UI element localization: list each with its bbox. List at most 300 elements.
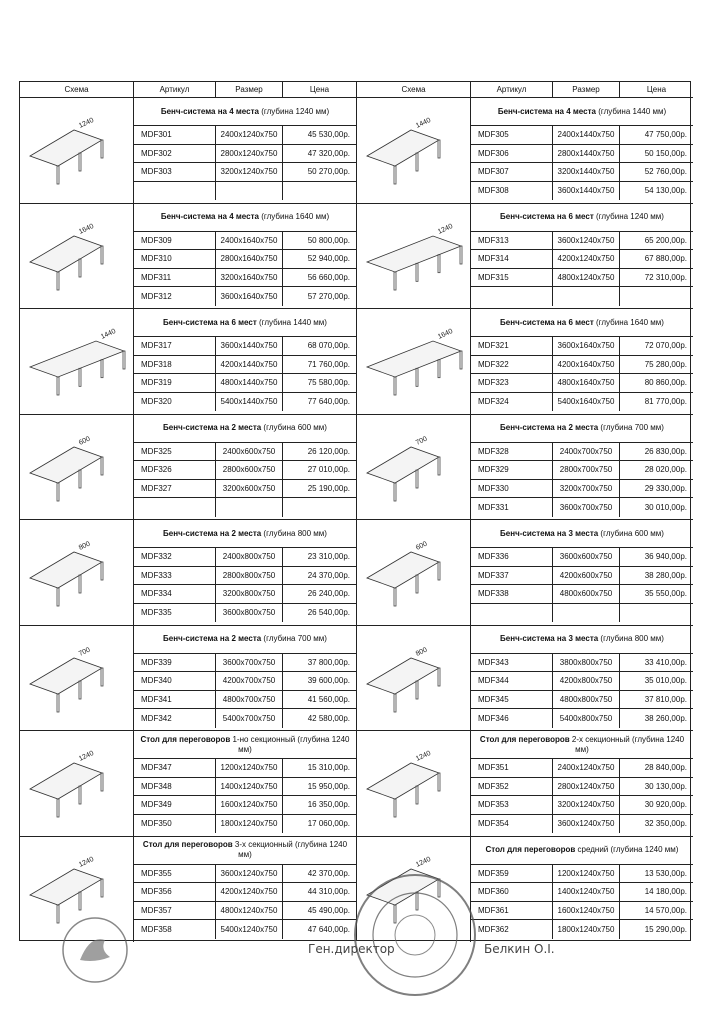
article-cell: MDF361 (471, 902, 553, 920)
price-cell: 50 270,00р. (307, 167, 350, 177)
schema-drawing (357, 520, 471, 625)
group-title (471, 520, 693, 548)
dimension-label: 1440 (414, 116, 432, 130)
desk-leg-shape (394, 694, 396, 712)
group-title-rest: (глубина 800 мм) (598, 634, 664, 643)
article-cell (134, 182, 216, 201)
price-cell: 30 920,00р. (644, 800, 687, 810)
article-cell: MDF360 (471, 883, 553, 901)
article-cell: MDF319 (134, 374, 216, 392)
desk-diagram-icon (24, 317, 128, 407)
table-row (134, 902, 356, 921)
table-row (471, 567, 693, 586)
group-title-rest: (глубина 1440 мм) (595, 106, 667, 116)
dimension-label: 1240 (77, 855, 95, 869)
size-cell: 1600x1240x750 (216, 796, 283, 814)
article-cell: MDF331 (471, 498, 553, 517)
desk-leg-shape (416, 470, 418, 488)
size-cell: 1400x1240x750 (216, 778, 283, 796)
article-cell: MDF325 (134, 443, 216, 461)
product-table (134, 204, 356, 309)
product-group (357, 309, 693, 415)
table-row (134, 337, 356, 356)
table-row (134, 654, 356, 673)
product-group (20, 626, 356, 732)
table-row (471, 182, 693, 201)
desk-diagram-icon (361, 528, 465, 618)
article-cell: MDF358 (134, 920, 216, 939)
desk-leg-shape (101, 140, 103, 158)
price-cell: 17 060,00р. (307, 819, 350, 829)
price-cell: 26 540,00р. (307, 608, 350, 618)
table-row (471, 902, 693, 921)
table-row (471, 374, 693, 393)
desk-leg-shape (123, 351, 125, 369)
table-row (471, 269, 693, 288)
schema-drawing (357, 204, 471, 309)
table-row (471, 759, 693, 778)
article-cell: MDF308 (471, 182, 553, 201)
bird-logo-icon (60, 915, 130, 985)
article-cell: MDF347 (134, 759, 216, 777)
group-title-bold: Бенч-система на 3 места (500, 634, 599, 643)
size-cell: 1800x1240x750 (553, 920, 620, 939)
product-table (134, 731, 356, 836)
article-cell: MDF323 (471, 374, 553, 392)
group-title (134, 731, 356, 759)
table-row (134, 356, 356, 375)
desk-leg-shape (460, 351, 462, 369)
size-cell: 1200x1240x750 (216, 759, 283, 777)
article-cell: MDF320 (134, 393, 216, 412)
desk-leg-shape (79, 153, 81, 171)
table-header (357, 82, 693, 98)
article-cell: MDF329 (471, 461, 553, 479)
price-cell: 45 490,00р. (307, 905, 350, 915)
group-title-bold: Бенч-система на 6 мест (163, 317, 257, 327)
price-cell: 38 280,00р. (644, 570, 687, 580)
desk-top-shape (367, 658, 439, 694)
size-cell: 4200x800x750 (553, 672, 620, 690)
group-title-rest: (глубина 1640 мм) (593, 317, 664, 327)
table-row (134, 480, 356, 499)
desk-leg-shape (101, 879, 103, 897)
price-cell: 29 330,00р. (644, 483, 687, 493)
schema-drawing (357, 731, 471, 836)
article-cell: MDF343 (471, 654, 553, 672)
header-size: Размер (216, 82, 283, 97)
size-cell: 4800x600x750 (553, 585, 620, 603)
desk-top-shape (30, 658, 102, 694)
size-cell: 2400x600x750 (216, 443, 283, 461)
size-cell: 3200x1240x750 (216, 163, 283, 181)
schema-drawing (20, 626, 134, 731)
size-cell: 2800x1640x750 (216, 250, 283, 268)
size-cell: 4200x1240x750 (216, 883, 283, 901)
product-table (471, 204, 693, 309)
size-cell: 2400x1240x750 (216, 126, 283, 144)
size-cell: 4800x1240x750 (553, 269, 620, 287)
price-cell: 39 600,00р. (307, 676, 350, 686)
table-row (471, 865, 693, 884)
price-cell: 36 940,00р. (644, 552, 687, 562)
product-group (357, 520, 693, 626)
size-cell (553, 287, 620, 306)
table-row (471, 250, 693, 269)
table-row (471, 337, 693, 356)
schema-drawing (20, 309, 134, 414)
price-cell: 71 760,00р. (307, 359, 350, 369)
price-cell: 32 350,00р. (644, 819, 687, 829)
desk-top-shape (367, 236, 461, 272)
table-row (134, 287, 356, 306)
price-cell: 72 310,00р. (644, 272, 687, 282)
desk-leg-shape (460, 246, 462, 264)
size-cell: 4800x1640x750 (553, 374, 620, 392)
price-cell: 56 660,00р. (307, 272, 350, 282)
table-row (471, 778, 693, 797)
article-cell: MDF338 (471, 585, 553, 603)
table-row (134, 920, 356, 939)
article-cell: MDF328 (471, 443, 553, 461)
group-title (134, 98, 356, 126)
size-cell: 2800x700x750 (553, 461, 620, 479)
price-cell: 15 290,00р. (644, 924, 687, 934)
header-article: Артикул (134, 82, 216, 97)
article-cell: MDF352 (471, 778, 553, 796)
desk-leg-shape (438, 254, 440, 272)
desk-leg-shape (79, 470, 81, 488)
article-cell: MDF309 (134, 232, 216, 250)
group-title-bold: Бенч-система на 4 места (497, 106, 596, 116)
article-cell: MDF326 (134, 461, 216, 479)
article-cell: MDF356 (134, 883, 216, 901)
table-row (134, 374, 356, 393)
dimension-label: 800 (414, 646, 429, 658)
table-row (471, 672, 693, 691)
article-cell: MDF310 (134, 250, 216, 268)
price-cell: 15 950,00р. (307, 781, 350, 791)
price-cell: 45 530,00р. (307, 130, 350, 140)
article-cell: MDF322 (471, 356, 553, 374)
price-cell: 47 750,00р. (644, 130, 687, 140)
table-row (134, 461, 356, 480)
size-cell: 1800x1240x750 (216, 815, 283, 834)
product-group (20, 731, 356, 837)
schema-drawing (20, 415, 134, 520)
price-cell: 47 640,00р. (307, 924, 350, 934)
article-cell: MDF318 (134, 356, 216, 374)
size-cell: 1200x1240x750 (553, 865, 620, 883)
size-cell: 4200x600x750 (553, 567, 620, 585)
article-cell: MDF303 (134, 163, 216, 181)
desk-diagram-icon (24, 106, 128, 196)
right-column (356, 82, 693, 940)
group-title-bold: Бенч-система на 2 места (163, 634, 262, 643)
desk-leg-shape (101, 246, 103, 264)
size-cell: 3200x800x750 (216, 585, 283, 603)
desk-top-shape (367, 341, 461, 377)
table-row (471, 480, 693, 499)
group-title-rest: (глубина 600 мм) (598, 528, 664, 538)
desk-leg-shape (416, 575, 418, 593)
schema-drawing (20, 520, 134, 625)
size-cell: 1400x1240x750 (553, 883, 620, 901)
price-cell: 26 830,00р. (644, 446, 687, 456)
size-cell: 3600x800x750 (216, 604, 283, 623)
left-column (20, 82, 356, 940)
product-table (471, 520, 693, 625)
product-table (134, 98, 356, 203)
price-cell: 47 320,00р. (307, 148, 350, 158)
desk-diagram-icon (24, 634, 128, 724)
group-title (471, 309, 693, 337)
price-cell: 72 070,00р. (644, 341, 687, 351)
desk-leg-shape (416, 153, 418, 171)
desk-leg-shape (394, 377, 396, 395)
article-cell: MDF324 (471, 393, 553, 412)
size-cell: 3600x700x750 (553, 498, 620, 517)
desk-leg-shape (101, 773, 103, 791)
product-group (357, 415, 693, 521)
header-schema: Схема (20, 82, 134, 97)
size-cell: 2800x1440x750 (553, 145, 620, 163)
product-table (134, 309, 356, 414)
size-cell: 4800x700x750 (216, 691, 283, 709)
price-cell (283, 498, 356, 517)
product-table (134, 837, 356, 943)
price-cell: 41 560,00р. (307, 694, 350, 704)
group-title (471, 98, 693, 126)
price-cell: 50 800,00р. (307, 235, 350, 245)
product-group (357, 626, 693, 732)
header-article: Артикул (471, 82, 553, 97)
article-cell: MDF341 (134, 691, 216, 709)
group-title-rest: (глубина 1240 мм) (258, 106, 330, 116)
table-row (471, 585, 693, 604)
desk-diagram-icon (361, 423, 465, 513)
group-title (471, 204, 693, 232)
desk-top-shape (30, 552, 102, 588)
price-cell: 52 760,00р. (644, 167, 687, 177)
group-title (134, 415, 356, 443)
article-cell: MDF330 (471, 480, 553, 498)
desk-diagram-icon (361, 739, 465, 829)
dimension-label: 1640 (77, 222, 95, 236)
group-title-bold: Стол для переговоров (485, 845, 576, 854)
desk-leg-shape (394, 272, 396, 290)
desk-leg-shape (438, 562, 440, 580)
dimension-label: 1240 (414, 855, 432, 869)
article-cell: MDF350 (134, 815, 216, 834)
table-row (134, 126, 356, 145)
group-title (134, 626, 356, 654)
product-table (471, 731, 693, 836)
article-cell: MDF344 (471, 672, 553, 690)
price-cell: 65 200,00р. (644, 235, 687, 245)
size-cell: 2800x1240x750 (216, 145, 283, 163)
article-cell: MDF345 (471, 691, 553, 709)
desk-diagram-icon (24, 212, 128, 302)
table-row (134, 498, 356, 517)
article-cell: MDF346 (471, 709, 553, 728)
size-cell: 3600x1640x750 (216, 287, 283, 306)
article-cell: MDF333 (134, 567, 216, 585)
table-row (471, 691, 693, 710)
price-cell: 23 310,00р. (307, 552, 350, 562)
group-title-bold: Бенч-система на 4 места (160, 106, 259, 116)
header-schema: Схема (357, 82, 471, 97)
dimension-label: 1240 (77, 116, 95, 130)
price-cell: 68 070,00р. (307, 341, 350, 351)
price-table (19, 81, 691, 941)
group-title-bold: Стол для переговоров (479, 734, 570, 744)
desk-diagram-icon (361, 634, 465, 724)
group-title-rest: средний (глубина 1240 мм) (575, 845, 679, 854)
product-group (20, 309, 356, 415)
dimension-label: 1240 (77, 749, 95, 763)
table-row (134, 585, 356, 604)
desk-leg-shape (394, 799, 396, 817)
article-cell: MDF339 (134, 654, 216, 672)
group-title-bold: Бенч-система на 4 места (160, 212, 259, 221)
table-row (471, 920, 693, 939)
group-title-rest: (глубина 700 мм) (261, 634, 327, 643)
desk-leg-shape (394, 166, 396, 184)
group-title-rest: (глубина 600 мм) (261, 423, 327, 432)
size-cell: 3800x800x750 (553, 654, 620, 672)
product-group (20, 204, 356, 310)
price-cell: 13 530,00р. (644, 868, 687, 878)
group-title-bold: Стол для переговоров (142, 840, 233, 849)
size-cell: 4200x700x750 (216, 672, 283, 690)
header-price: Цена (309, 85, 330, 94)
article-cell: MDF302 (134, 145, 216, 163)
article-cell: MDF327 (134, 480, 216, 498)
desk-top-shape (30, 236, 102, 272)
price-cell: 52 940,00р. (307, 254, 350, 264)
header-size: Размер (553, 82, 620, 97)
price-cell: 35 550,00р. (644, 589, 687, 599)
price-cell: 33 410,00р. (644, 657, 687, 667)
desk-diagram-icon (24, 739, 128, 829)
desk-top-shape (30, 341, 124, 377)
price-cell (620, 287, 693, 306)
table-row (134, 709, 356, 728)
table-header (20, 82, 356, 98)
article-cell: MDF314 (471, 250, 553, 268)
article-cell (471, 287, 553, 306)
size-cell: 3600x1240x750 (216, 865, 283, 883)
dimension-label: 700 (414, 435, 429, 447)
table-row (471, 498, 693, 517)
table-row (134, 232, 356, 251)
table-row (471, 654, 693, 673)
size-cell: 2400x1640x750 (216, 232, 283, 250)
product-group (357, 204, 693, 310)
group-title-bold: Бенч-система на 6 мест (500, 317, 594, 327)
desk-diagram-icon (24, 528, 128, 618)
article-cell (471, 604, 553, 623)
dimension-label: 800 (77, 540, 92, 552)
desk-leg-shape (79, 892, 81, 910)
size-cell: 3200x1240x750 (553, 796, 620, 814)
size-cell: 1600x1240x750 (553, 902, 620, 920)
product-table (134, 415, 356, 520)
price-cell: 44 310,00р. (307, 887, 350, 897)
size-cell: 2400x700x750 (553, 443, 620, 461)
price-cell: 26 240,00р. (307, 589, 350, 599)
price-cell: 42 580,00р. (307, 713, 350, 723)
desk-top-shape (367, 552, 439, 588)
table-row (134, 796, 356, 815)
article-cell: MDF337 (471, 567, 553, 585)
size-cell: 2800x600x750 (216, 461, 283, 479)
desk-top-shape (30, 447, 102, 483)
schema-drawing (357, 415, 471, 520)
signature-name: Белкин О.І. (484, 942, 555, 956)
table-row (134, 182, 356, 201)
group-title (134, 309, 356, 337)
desk-diagram-icon (361, 317, 465, 407)
price-cell: 57 270,00р. (307, 291, 350, 301)
group-title-rest: 2-х секционный (глубина 1240 мм) (569, 734, 685, 754)
group-title (134, 520, 356, 548)
product-table (471, 309, 693, 414)
table-row (134, 567, 356, 586)
size-cell: 2400x800x750 (216, 548, 283, 566)
size-cell: 5400x800x750 (553, 709, 620, 728)
table-row (134, 145, 356, 164)
desk-top-shape (30, 763, 102, 799)
price-cell: 30 130,00р. (644, 781, 687, 791)
size-cell: 3200x1640x750 (216, 269, 283, 287)
desk-diagram-icon (361, 212, 465, 302)
group-title (134, 837, 356, 865)
desk-leg-shape (416, 368, 418, 386)
table-row (471, 443, 693, 462)
article-cell: MDF334 (134, 585, 216, 603)
article-cell: MDF354 (471, 815, 553, 834)
article-cell: MDF351 (471, 759, 553, 777)
price-cell: 80 860,00р. (644, 378, 687, 388)
table-row (471, 796, 693, 815)
price-cell: 30 010,00р. (644, 502, 687, 512)
size-cell (553, 604, 620, 623)
article-cell: MDF336 (471, 548, 553, 566)
price-cell: 37 800,00р. (307, 657, 350, 667)
desk-top-shape (30, 130, 102, 166)
article-cell: MDF332 (134, 548, 216, 566)
desk-top-shape (367, 130, 439, 166)
desk-leg-shape (79, 681, 81, 699)
article-cell: MDF349 (134, 796, 216, 814)
price-cell: 25 190,00р. (307, 483, 350, 493)
table-row (134, 269, 356, 288)
price-cell: 28 020,00р. (644, 465, 687, 475)
size-cell: 4800x800x750 (553, 691, 620, 709)
desk-leg-shape (101, 562, 103, 580)
product-group (357, 98, 693, 204)
table-row (134, 548, 356, 567)
price-cell: 54 130,00р. (644, 186, 687, 196)
desk-top-shape (30, 869, 102, 905)
desk-leg-shape (394, 588, 396, 606)
desk-leg-shape (79, 259, 81, 277)
schema-drawing (20, 731, 134, 836)
price-cell: 37 810,00р. (644, 694, 687, 704)
size-cell: 5400x1240x750 (216, 920, 283, 939)
